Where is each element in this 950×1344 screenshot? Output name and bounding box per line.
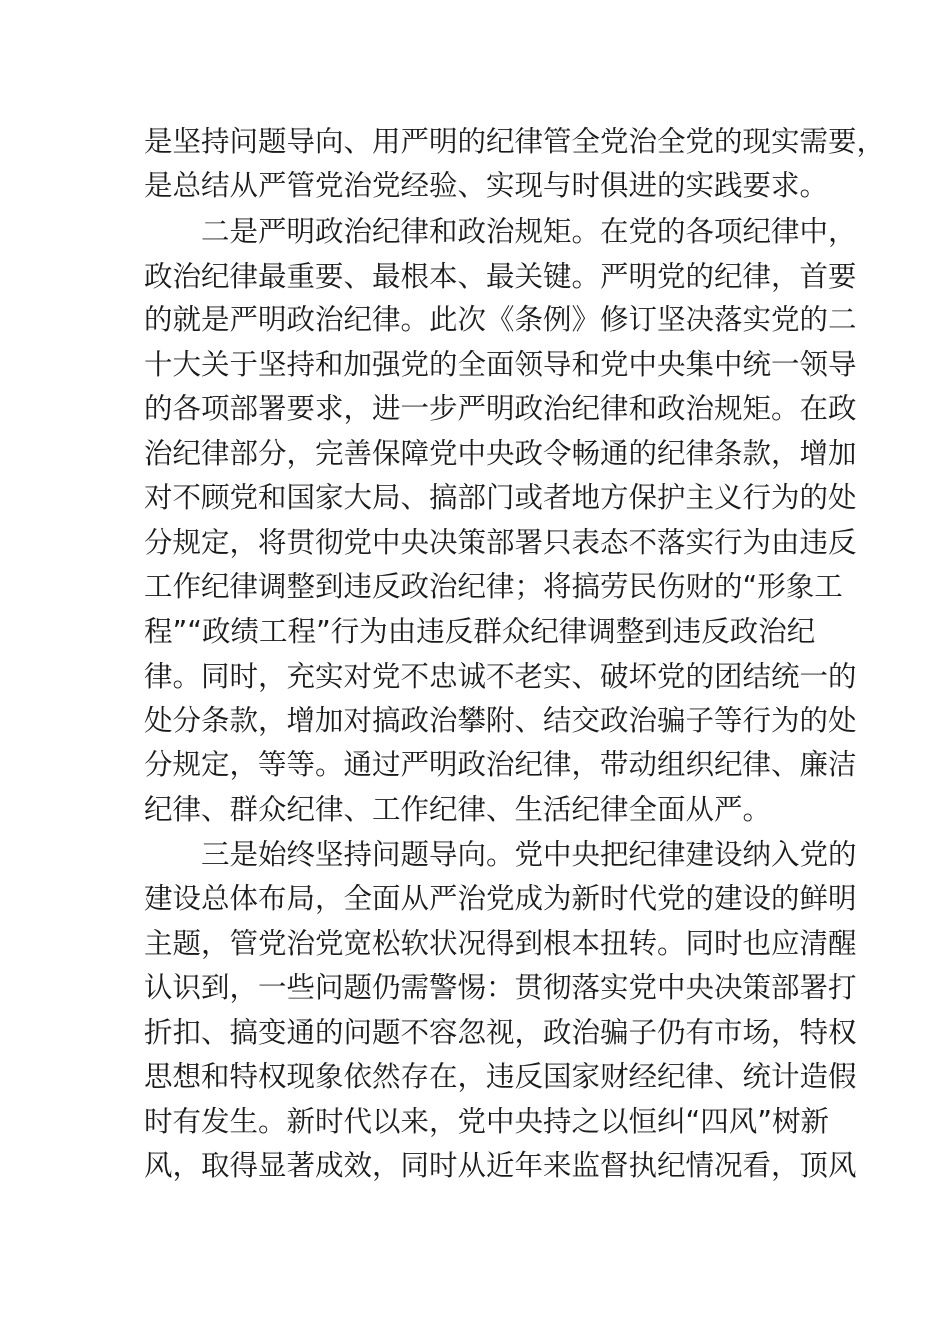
- text-line: 思想和特权现象依然存在，违反国家财经纪律、统计造假: [144, 1060, 857, 1093]
- text-line: 是坚持问题导向、用严明的纪律管全党治全党的现实需要，: [144, 125, 886, 158]
- text-line: 是总结从严管党治党经验、实现与时俱进的实践要求。: [144, 169, 829, 202]
- text-line: 律。同时，充实对党不忠诚不老实、破坏党的团结统一的: [144, 660, 857, 693]
- text-line: 主题，管党治党宽松软状况得到根本扭转。同时也应清醒: [144, 927, 857, 960]
- text-line: 的就是严明政治纪律。此次《条例》修订坚决落实党的二: [144, 303, 857, 336]
- text-line: 分规定，将贯彻党中央决策部署只表态不落实行为由违反: [144, 526, 857, 559]
- text-line: 时有发生。新时代以来，党中央持之以恒纠“四风”树新: [144, 1105, 830, 1138]
- text-line: 程”“政绩工程”行为由违反群众纪律调整到违反政治纪: [144, 615, 816, 648]
- text-line: 十大关于坚持和加强党的全面领导和党中央集中统一领导: [144, 348, 857, 381]
- text-line: 治纪律部分，完善保障党中央政令畅通的纪律条款，增加: [144, 437, 857, 470]
- text-line: 分规定，等等。通过严明政治纪律，带动组织纪律、廉洁: [144, 748, 857, 781]
- text-line: 政治纪律最重要、最根本、最关键。严明党的纪律，首要: [144, 260, 857, 293]
- text-line: 折扣、搞变通的问题不容忽视，政治骗子仍有市场，特权: [144, 1016, 857, 1049]
- text-line: 对不顾党和国家大局、搞部门或者地方保护主义行为的处: [144, 481, 857, 514]
- text-line: 处分条款，增加对搞政治攀附、结交政治骗子等行为的处: [144, 704, 857, 737]
- text-line: 认识到，一些问题仍需警惕：贯彻落实党中央决策部署打: [144, 971, 857, 1004]
- text-line: 风，取得显著成效，同时从近年来监督执纪情况看，顶风: [144, 1149, 857, 1182]
- text-line: 工作纪律调整到违反政治纪律；将搞劳民伤财的“形象工: [144, 570, 843, 603]
- text-line: 建设总体布局，全面从严治党成为新时代党的建设的鲜明: [144, 882, 857, 915]
- paragraph-start-line: 二是严明政治纪律和政治规矩。在党的各项纪律中，: [201, 215, 857, 248]
- text-line: 的各项部署要求，进一步严明政治纪律和政治规矩。在政: [144, 392, 857, 425]
- paragraph-start-line: 三是始终坚持问题导向。党中央把纪律建设纳入党的: [201, 838, 857, 871]
- text-line: 纪律、群众纪律、工作纪律、生活纪律全面从严。: [144, 793, 772, 826]
